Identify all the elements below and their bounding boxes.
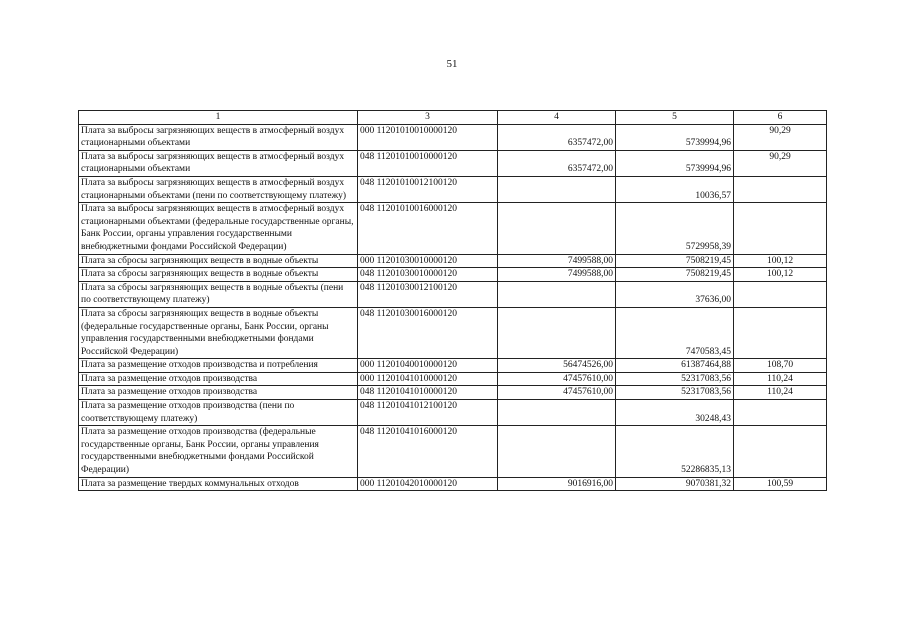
row-description: Плата за выбросы загрязняющих веществ в атмосферный воздух стационарными объектами <box>79 150 358 176</box>
row-description: Плата за сбросы загрязняющих веществ в водные объекты (федеральные государственные органы, Банк России, органы управления государственными внебюджетными фондами Российской Федерации) <box>79 307 358 358</box>
table-row <box>79 426 827 477</box>
table-header-row <box>79 111 827 125</box>
row-percent: 100,12 <box>734 254 827 268</box>
table-row <box>79 124 827 150</box>
row-percent <box>734 176 827 202</box>
row-code: 048 11201010016000120 <box>358 203 498 254</box>
row-plan-value <box>498 400 616 426</box>
table-row <box>79 203 827 254</box>
row-actual-value: 5739994,96 <box>616 150 734 176</box>
table-row <box>79 176 827 202</box>
row-plan-value <box>498 307 616 358</box>
row-actual-value: 61387464,88 <box>616 359 734 373</box>
row-percent: 100,12 <box>734 268 827 282</box>
row-percent <box>734 400 827 426</box>
row-code: 048 11201041012100120 <box>358 400 498 426</box>
row-code: 000 11201040010000120 <box>358 359 498 373</box>
row-description: Плата за размещение отходов производства и потребления <box>79 359 358 373</box>
row-plan-value <box>498 281 616 307</box>
row-description: Плата за выбросы загрязняющих веществ в атмосферный воздух стационарными объектами <box>79 124 358 150</box>
row-percent: 100,59 <box>734 477 827 491</box>
header-col-4: 4 <box>498 111 616 125</box>
row-description: Плата за выбросы загрязняющих веществ в атмосферный воздух стационарными объектами (пени по соответствующему платежу) <box>79 176 358 202</box>
row-plan-value: 7499588,00 <box>498 254 616 268</box>
table-row <box>79 400 827 426</box>
header-col-1: 1 <box>79 111 358 125</box>
row-actual-value: 7470583,45 <box>616 307 734 358</box>
row-actual-value: 7508219,45 <box>616 268 734 282</box>
row-description: Плата за размещение твердых коммунальных отходов <box>79 477 358 491</box>
row-code: 048 11201030010000120 <box>358 268 498 282</box>
table-row <box>79 307 827 358</box>
row-percent: 90,29 <box>734 150 827 176</box>
row-actual-value: 9070381,32 <box>616 477 734 491</box>
row-percent: 110,24 <box>734 372 827 386</box>
row-plan-value <box>498 176 616 202</box>
row-description: Плата за сбросы загрязняющих веществ в водные объекты <box>79 268 358 282</box>
table-body <box>79 124 827 491</box>
header-col-5: 5 <box>616 111 734 125</box>
row-plan-value: 6357472,00 <box>498 124 616 150</box>
row-plan-value: 56474526,00 <box>498 359 616 373</box>
row-code: 048 11201030016000120 <box>358 307 498 358</box>
row-description: Плата за выбросы загрязняющих веществ в атмосферный воздух стационарными объектами (федеральные государственные органы, Банк России, органы управления государственными внебюджетными фондами Российской Федерации) <box>79 203 358 254</box>
row-description: Плата за размещение отходов производства (пени по соответствующему платежу) <box>79 400 358 426</box>
header-col-3: 3 <box>358 111 498 125</box>
report-table <box>78 110 827 491</box>
row-actual-value: 7508219,45 <box>616 254 734 268</box>
row-plan-value: 7499588,00 <box>498 268 616 282</box>
table-row <box>79 254 827 268</box>
row-percent: 110,24 <box>734 386 827 400</box>
row-plan-value: 47457610,00 <box>498 372 616 386</box>
row-code: 048 11201041016000120 <box>358 426 498 477</box>
row-code: 048 11201030012100120 <box>358 281 498 307</box>
header-col-6: 6 <box>734 111 827 125</box>
table-row <box>79 150 827 176</box>
row-description: Плата за размещение отходов производства <box>79 386 358 400</box>
row-actual-value: 52286835,13 <box>616 426 734 477</box>
row-actual-value: 30248,43 <box>616 400 734 426</box>
table-row <box>79 268 827 282</box>
row-actual-value: 5739994,96 <box>616 124 734 150</box>
table-row <box>79 281 827 307</box>
row-actual-value: 37636,00 <box>616 281 734 307</box>
row-percent: 108,70 <box>734 359 827 373</box>
row-actual-value: 52317083,56 <box>616 386 734 400</box>
row-description: Плата за сбросы загрязняющих веществ в водные объекты <box>79 254 358 268</box>
row-code: 048 11201041010000120 <box>358 386 498 400</box>
row-code: 000 11201010010000120 <box>358 124 498 150</box>
table-row <box>79 477 827 491</box>
table-row <box>79 386 827 400</box>
row-code: 000 11201030010000120 <box>358 254 498 268</box>
row-description: Плата за размещение отходов производства <box>79 372 358 386</box>
row-actual-value: 5729958,39 <box>616 203 734 254</box>
table-row <box>79 359 827 373</box>
row-actual-value: 52317083,56 <box>616 372 734 386</box>
row-percent <box>734 281 827 307</box>
table-row <box>79 372 827 386</box>
row-code: 048 11201010010000120 <box>358 150 498 176</box>
row-description: Плата за сбросы загрязняющих веществ в водные объекты (пени по соответствующему платежу) <box>79 281 358 307</box>
row-plan-value <box>498 426 616 477</box>
row-percent <box>734 307 827 358</box>
row-plan-value: 9016916,00 <box>498 477 616 491</box>
row-code: 000 11201042010000120 <box>358 477 498 491</box>
row-description: Плата за размещение отходов производства (федеральные государственные органы, Банк России, органы управления государственными внебюджетными фондами Российской Федерации) <box>79 426 358 477</box>
row-actual-value: 10036,57 <box>616 176 734 202</box>
row-plan-value: 6357472,00 <box>498 150 616 176</box>
row-percent: 90,29 <box>734 124 827 150</box>
row-plan-value: 47457610,00 <box>498 386 616 400</box>
row-plan-value <box>498 203 616 254</box>
row-percent <box>734 426 827 477</box>
row-percent <box>734 203 827 254</box>
row-code: 048 11201010012100120 <box>358 176 498 202</box>
row-code: 000 11201041010000120 <box>358 372 498 386</box>
page-number: 51 <box>446 58 458 70</box>
